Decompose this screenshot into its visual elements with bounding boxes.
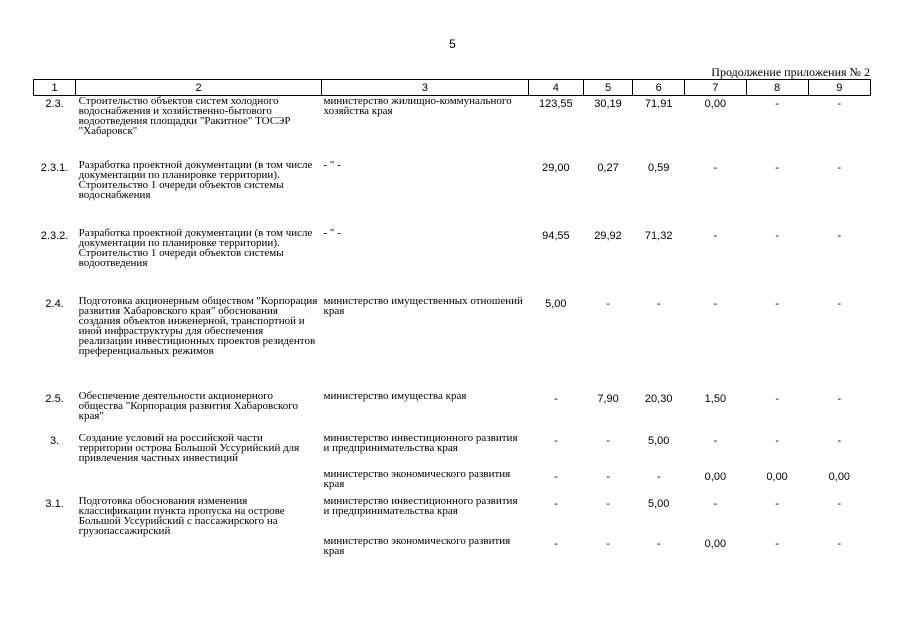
value-cell: - bbox=[837, 434, 842, 447]
value-cell: - bbox=[656, 470, 661, 483]
value-cell: - bbox=[775, 161, 779, 174]
row-number bbox=[34, 536, 76, 566]
executor: министерство инвестиционного развития и предпринимательства края bbox=[323, 431, 518, 454]
header-cell: 7 bbox=[685, 80, 746, 96]
value-cell: - bbox=[837, 98, 842, 110]
continuation-note: Продолжение приложения № 2 bbox=[711, 65, 870, 79]
value-cell: - bbox=[606, 297, 610, 310]
executor: министерство экономического развития края bbox=[323, 534, 511, 557]
executor: - " - bbox=[323, 158, 341, 171]
value-cell: 7,90 bbox=[597, 392, 619, 405]
table-row bbox=[34, 228, 871, 296]
header-cell: 1 bbox=[34, 80, 76, 96]
value-cell: - bbox=[606, 434, 610, 447]
value-cell: - bbox=[775, 537, 779, 550]
executor: министерство инвестиционного развития и предпринимательства края bbox=[323, 494, 518, 517]
activity-name: Подготовка акционерным обществом "Корпорация развития Хабаровского края" обоснования создания объектов инженерной, транспортной и иной инфраструктуры для обеспечения реализации инвестиционных проектов резидентов преференциальных режимов bbox=[78, 294, 318, 357]
value-cell: - bbox=[837, 161, 842, 174]
value-cell: 0,27 bbox=[597, 161, 619, 174]
table-row bbox=[34, 536, 871, 566]
activity-name: Разработка проектной документации (в том числе документации по планировке территории). Строительство 1 очереди объектов системы водоснабжения bbox=[78, 158, 313, 201]
table-row bbox=[34, 496, 871, 536]
value-cell: - bbox=[713, 161, 718, 174]
header-cell: 8 bbox=[746, 80, 808, 96]
value-cell: - bbox=[775, 392, 779, 405]
value-cell: 30,19 bbox=[594, 98, 622, 110]
value-cell: 5,00 bbox=[647, 497, 670, 510]
value-cell: - bbox=[713, 229, 718, 242]
value-cell: - bbox=[837, 297, 842, 310]
value-cell: 123,55 bbox=[539, 98, 573, 110]
value-cell: - bbox=[837, 392, 842, 405]
header-cell: 2 bbox=[76, 80, 322, 96]
value-cell: 71,91 bbox=[644, 98, 673, 110]
activity-name: Создание условий на российской части территории острова Большой Уссурийский для привлечения частных инвестиций bbox=[78, 431, 300, 464]
table-row bbox=[34, 96, 871, 160]
header-cell: 3 bbox=[322, 80, 529, 96]
value-cell: 0,00 bbox=[704, 470, 727, 483]
value-cell: - bbox=[775, 497, 779, 510]
table-row bbox=[34, 160, 871, 228]
table-row bbox=[34, 296, 871, 391]
value-cell: 29,00 bbox=[542, 161, 570, 174]
row-number: 2.4. bbox=[45, 297, 64, 310]
value-cell: - bbox=[775, 98, 779, 110]
value-cell: - bbox=[656, 297, 661, 310]
value-cell: 20,30 bbox=[644, 392, 673, 405]
executor: - " - bbox=[323, 226, 341, 239]
activity-name: Разработка проектной документации (в том числе документации по планировке территории). Строительство 1 очереди объектов системы водоотведения bbox=[78, 226, 313, 269]
value-cell: 1,50 bbox=[704, 392, 727, 405]
value-cell: 0,00 bbox=[828, 470, 851, 483]
executor: министерство имущественных отношений края bbox=[323, 294, 523, 317]
value-cell: 5,00 bbox=[647, 434, 670, 447]
value-cell: - bbox=[837, 229, 842, 242]
value-cell: - bbox=[775, 297, 779, 310]
value-cell: - bbox=[713, 497, 718, 510]
activity-name: Обеспечение деятельности акционерного общества "Корпорация развития Хабаровского края" bbox=[78, 389, 299, 422]
value-cell: 29,92 bbox=[594, 229, 622, 242]
activity-name: Подготовка обоснования изменения классификации пункта пропуска на острове Большой Уссурийский с пассажирского на грузопассажирский bbox=[78, 494, 285, 537]
header-cell: 5 bbox=[583, 80, 632, 96]
value-cell: - bbox=[554, 497, 558, 510]
value-cell: - bbox=[606, 537, 610, 550]
value-cell: 5,00 bbox=[545, 297, 567, 310]
activity-name bbox=[76, 536, 322, 566]
row-number: 3.1. bbox=[45, 497, 64, 510]
executor: министерство экономического развития края bbox=[323, 467, 511, 490]
value-cell: 0,00 bbox=[704, 537, 727, 550]
value-cell: - bbox=[606, 470, 610, 483]
value-cell: - bbox=[554, 392, 558, 405]
page-number: 5 bbox=[449, 37, 456, 51]
row-number: 2.3. bbox=[45, 98, 64, 110]
value-cell: 94,55 bbox=[542, 229, 570, 242]
value-cell: - bbox=[837, 537, 842, 550]
activity-name bbox=[76, 469, 322, 496]
row-number: 3. bbox=[49, 434, 60, 447]
value-cell: - bbox=[554, 470, 558, 483]
row-number: 2.3.2. bbox=[40, 229, 69, 242]
row-number bbox=[34, 469, 76, 496]
row-number: 2.5. bbox=[45, 392, 64, 405]
executor: министерство имущества края bbox=[323, 389, 467, 402]
value-cell: 71,32 bbox=[644, 229, 673, 242]
value-cell: - bbox=[775, 434, 779, 447]
table-row bbox=[34, 433, 871, 469]
value-cell: - bbox=[713, 434, 718, 447]
value-cell: - bbox=[713, 297, 718, 310]
header-cell: 6 bbox=[633, 80, 685, 96]
value-cell: - bbox=[775, 229, 779, 242]
executor: министерство жилищно-коммунального хозяйства края bbox=[323, 95, 512, 117]
activity-name: Строительство объектов систем холодного водоснабжения и хозяйственно-бытового водоотведения площадки "Ракитное" ТОСЭР "Хабаровск" bbox=[78, 95, 291, 137]
header-cell: 9 bbox=[808, 80, 870, 96]
value-cell: - bbox=[606, 497, 610, 510]
value-cell: 0,59 bbox=[647, 161, 670, 174]
table-row bbox=[34, 469, 871, 496]
table-row bbox=[34, 391, 871, 433]
value-cell: - bbox=[656, 537, 661, 550]
appendix-table bbox=[33, 79, 871, 566]
row-number: 2.3.1. bbox=[40, 161, 69, 174]
value-cell: - bbox=[837, 497, 842, 510]
value-cell: 0,00 bbox=[704, 98, 727, 110]
header-cell: 4 bbox=[528, 80, 583, 96]
value-cell: - bbox=[554, 537, 558, 550]
header-row bbox=[34, 80, 871, 96]
value-cell: 0,00 bbox=[766, 470, 788, 483]
value-cell: - bbox=[554, 434, 558, 447]
